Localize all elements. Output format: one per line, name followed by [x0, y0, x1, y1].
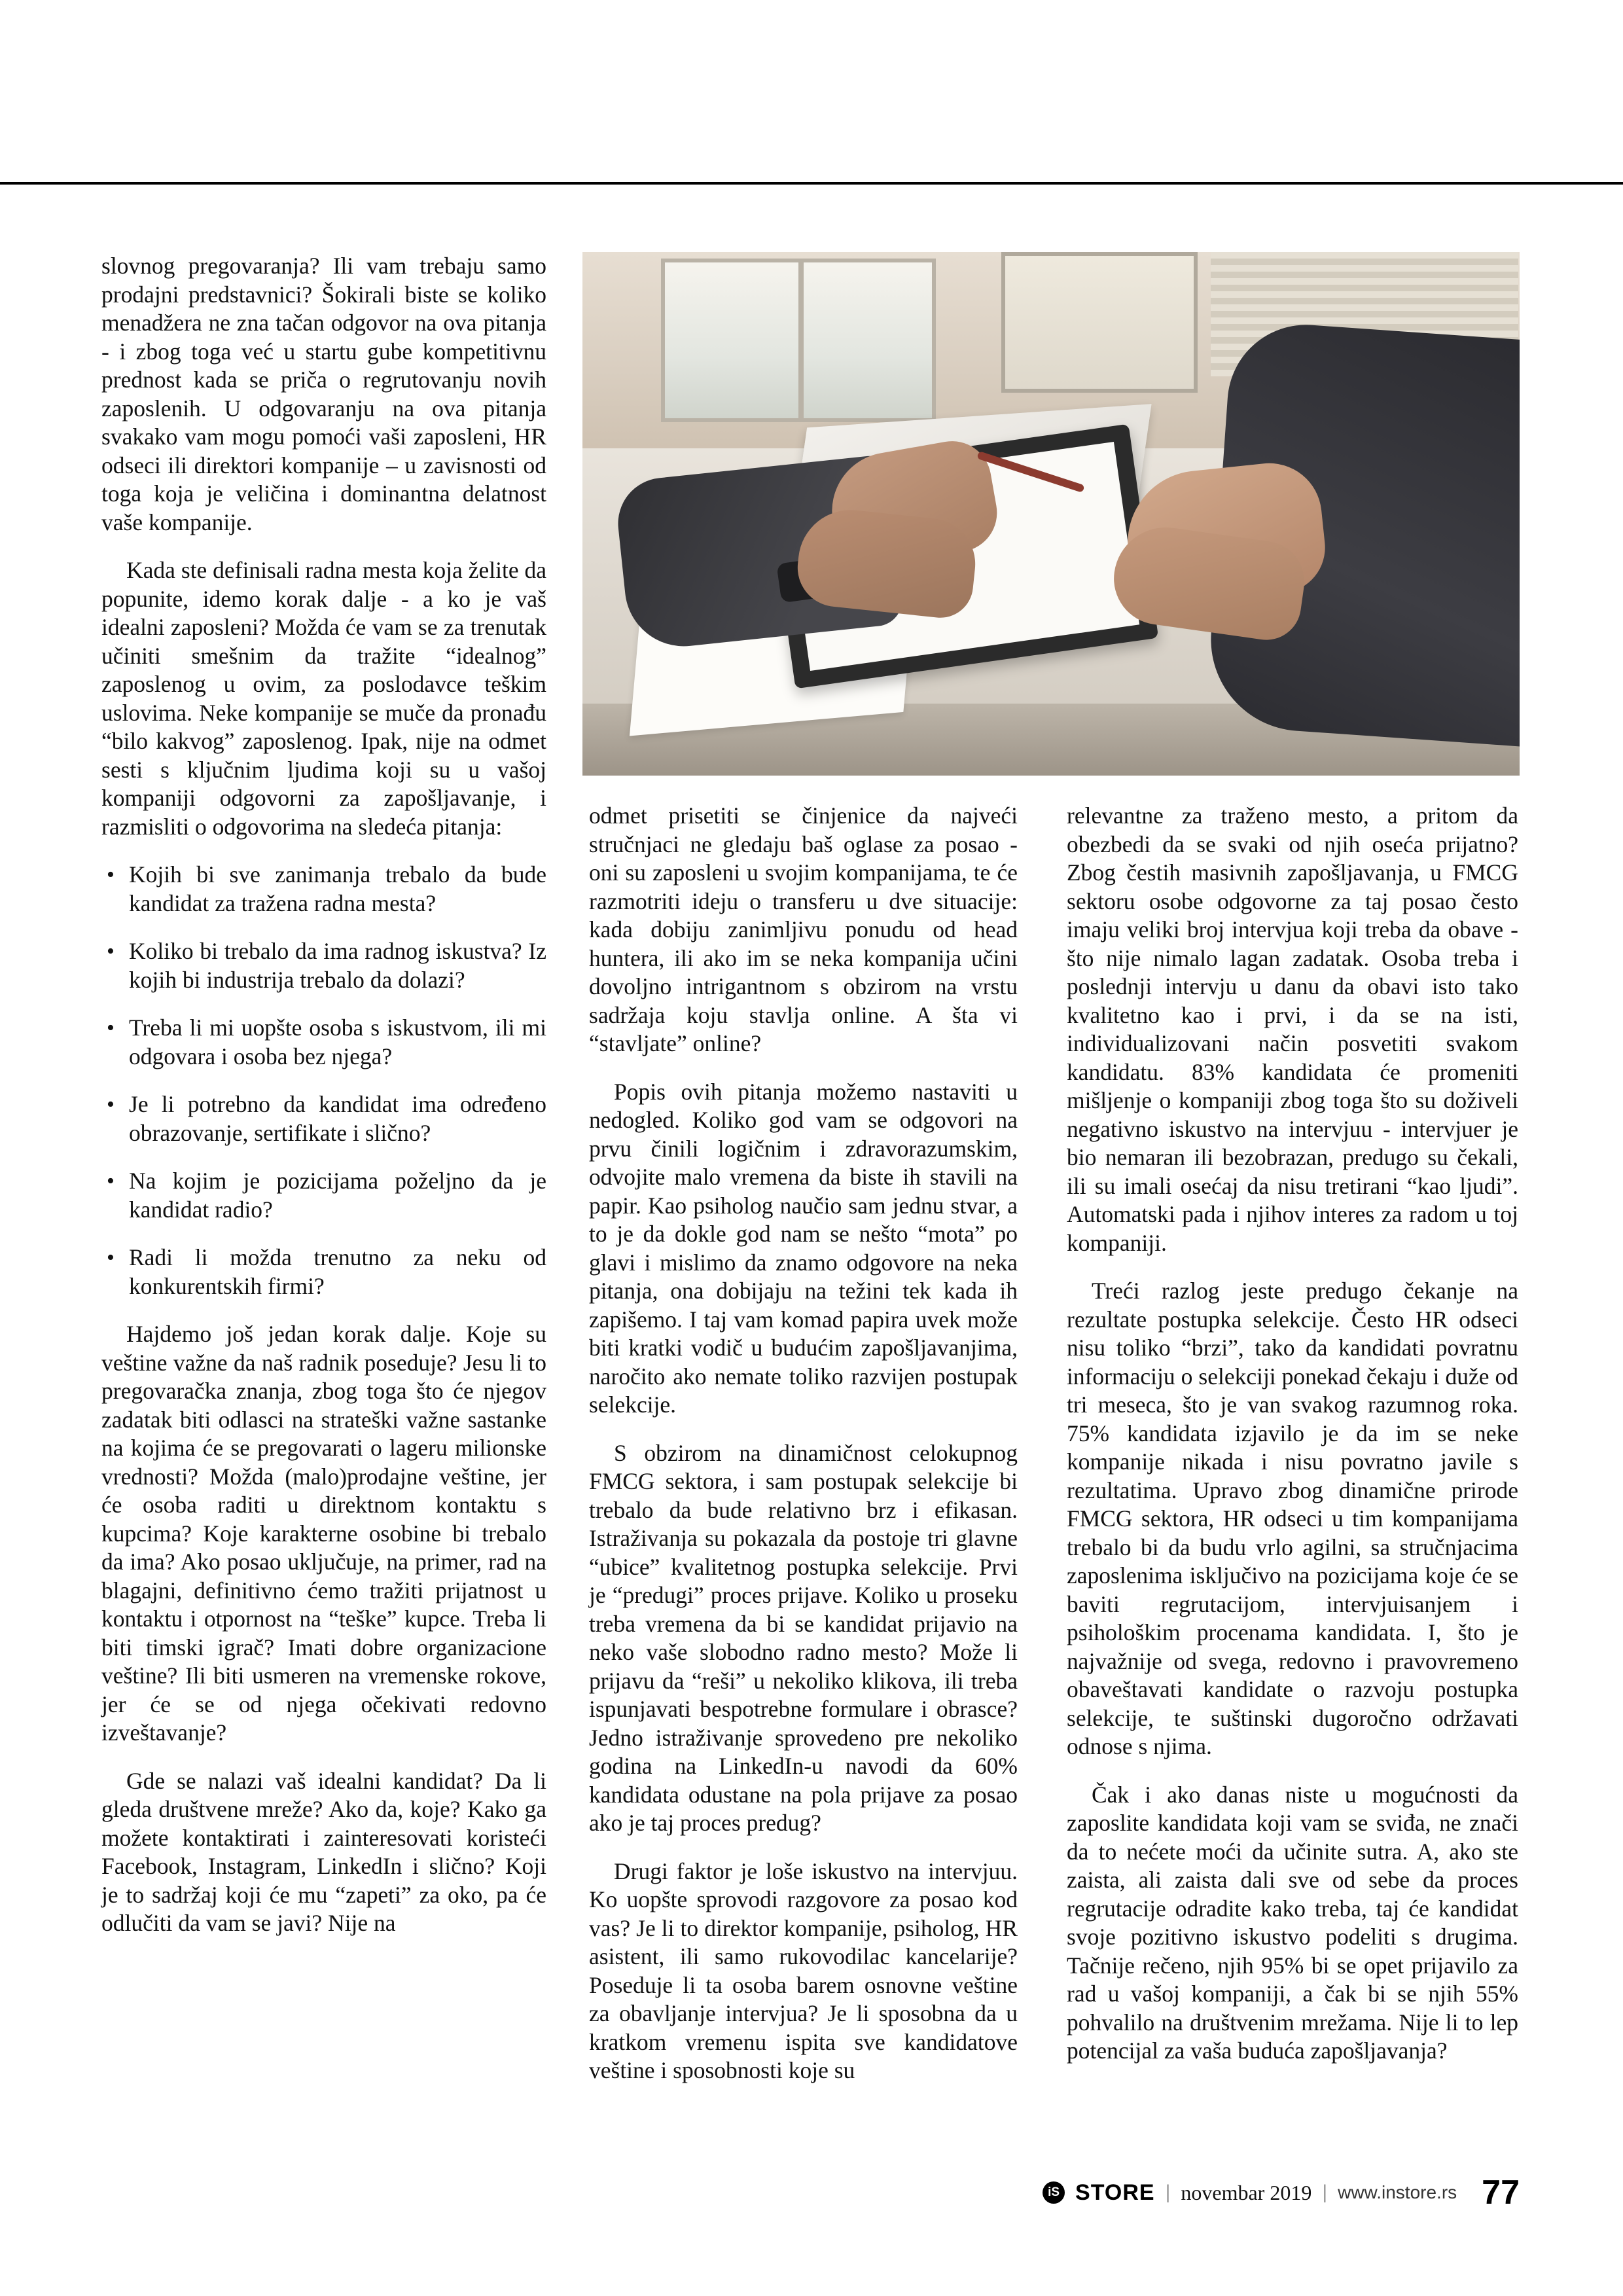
- page-number: 77: [1482, 2174, 1520, 2212]
- footer-content: [1043, 2173, 1520, 2212]
- footer-separator: |: [1165, 2181, 1171, 2203]
- list-item: • Na kojim je pozicijama poželjno da je kandidat radio?: [101, 1167, 546, 1224]
- photo-window-left: [661, 259, 936, 422]
- website-url: www.instore.rs: [1338, 2182, 1457, 2202]
- job-interview-photo: [582, 252, 1520, 776]
- paragraph: Popis ovih pitanja možemo nastaviti u nedogled. Koliko god vam se odgovori na prvu činili logičnim i zdravorazumskim, odvojite malo vremena da biste ih stavili na papir. Kao psiholog naučio sam jednu stvar, a to je da dokle god nam se nešto “mota” po glavi i mislimo da znamo odgovore na neka pitanja, ona dobijaju na težini tek kada ih zapišemo. I taj vam komad papira uvek može biti kratki vodič u budućim zapošljavanjima, naročito ako nemate toliko razvijen postupak selekcije.: [589, 1078, 1018, 1418]
- question-list: [101, 861, 546, 1300]
- paragraph: odmet prisetiti se činjenice da najveći stručnjaci ne gledaju baš oglase za posao - oni su zaposleni u svojim kompanijama, te će razmotriti ideju o transferu u dve situacije: kada dobiju zanimljivu ponudu od head huntera, ili ako im se neka kompanija učini dovoljno intrigantnom s obzirom na vrstu sadržaja koju stavlja online. A šta vi “stavljate” online?: [589, 802, 1018, 1056]
- instore-logo-icon: iS: [1043, 2181, 1065, 2204]
- article-column-left: [101, 252, 546, 1938]
- article-column-middle: [589, 802, 1018, 2085]
- magazine-logo-text: STORE: [1075, 2179, 1155, 2205]
- paragraph: Drugi faktor je loše iskustvo na intervjuu. Ko uopšte sprovodi razgovore za posao kod vas? Je li to direktor kompanije, psiholog, HR asistent, ili samo rukovodilac kancelarije? Poseduje li ta osoba barem osnovne veštine za obavljanje intervjua? Je li sposobna da u kratkom vremenu ispita sve kandidatove veštine i sposobnosti koje su: [589, 1857, 1018, 2083]
- list-item: • Kojih bi sve zanimanja trebalo da bude kandidat za tražena radna mesta?: [101, 861, 546, 918]
- photo-canvas: [582, 252, 1520, 776]
- paragraph: Treći razlog jeste predugo čekanje na rezultate postupka selekcije. Često HR odseci nisu toliko “brzi”, tako da kandidati povratnu informaciju o selekciji ponekad čekaju i duže od tri meseca, što je van svakog razumnog roka. 75% kandidata izjavilo je da im se neke kompanije nikada i nisu povratno javile s rezultatima. Upravo zbog dinamične prirode FMCG sektora, HR odseci u tim kompanijama trebalo bi da budu vrlo agilni, sa stručnjacima zaposlenima isključivo na pozicijama koje će se baviti regrutacijom, intervjuisanjem i psihološkim procenama kandidata. I, što je najvažnije od svega, redovno i pravovremeno obaveštavati kandidate o razvoju postupka selekcije, te suštinski dugoročno održavati odnose s njima.: [1067, 1278, 1518, 1759]
- list-item: • Je li potrebno da kandidat ima određeno obrazovanje, sertifikate i slično?: [101, 1090, 546, 1147]
- paragraph: slovnog pregovaranja? Ili vam trebaju samo prodajni predstavnici? Šokirali biste se koliko menadžera ne zna tačan odgovor na ova pitanja - i zbog toga već u startu gube kompetitivnu prednost kada se priča o regrutovanju novih zaposlenih. U odgovaranju na ova pitanja svakako vam mogu pomoći vaši zaposleni, HR odseci ili direktori kompanije – u zavisnosti od toga koja je veličina i dominantna delatnost vaše kompanije.: [101, 253, 546, 535]
- footer-separator-2: |: [1322, 2181, 1328, 2203]
- paragraph: Hajdemo još jedan korak dalje. Koje su veštine važne da naš radnik poseduje? Jesu li to pregovaračka znanja, zbog toga što će njegov zadatak biti odlasci na strateški važne sastanke na kojima će se pregovarati o lageru milionske vrednosti? Možda (malo)prodajne veštine, jer će osoba raditi u direktnom kontaktu s kupcima? Koje karakterne osobine bi trebalo da ima? Ako posao uključuje, na primer, rad na blagajni, definitivno ćemo tražiti prijatnost u kontaktu i otpornost na “teške” kupce. Treba li biti timski igrač? Imati dobre organizacione veštine? Ili biti usmeren na vremenske rokove, jer će se od njega očekivati redovno izveštavanje?: [101, 1321, 546, 1746]
- paragraph: Gde se nalazi vaš idealni kandidat? Da li gleda društvene mreže? Ako da, koje? Kako ga možete kontaktirati i zainteresovati koristeći Facebook, Instagram, LinkedIn i slično? Koji je to sadržaj koji će mu “zapeti” za oko, pa će odlučiti da vam se javi? Nije na: [101, 1767, 546, 1936]
- paragraph: relevantne za traženo mesto, a pritom da obezbedi da se svaki od njih oseća prijatno? Zbog čestih masivnih zapošljavanja, u FMCG sektoru osobe odgovorne za taj posao često imaju veliki broj intervjua koji treba da obave - što nije nimalo lagan zadatak. Osoba treba i poslednji intervju u danu da obavi isto tako kvalitetno kao i prvi, i da se na isti, individualizovani način posvetiti svakom kandidatu. 83% kandidata će promeniti mišljenje o kompaniji zbog toga što su doživeli negativno iskustvo na intervjuu - intervjuer je bio nemaran ili bezobrazan, predugo su čekali, ili su imali osećaj da nisu tretirani “kao ljudi”. Automatski pada i njihov interes za radom u toj kompaniji.: [1067, 802, 1518, 1256]
- paragraph: S obzirom na dinamičnost celokupnog FMCG sektora, i sam postupak selekcije bi trebalo da bude relativno brz i efikasan. Istraživanja su pokazala da postoje tri glavne “ubice” kvalitetnog postupka selekcije. Prvi je “predugi” proces prijave. Koliko u proseku treba vremena da bi se kandidat prijavio na neko vaše slobodno radno mesto? Može li prijavu da “reši” u nekoliko klikova, ili treba ispunjavati bespotrebne formulare i obrasce? Jedno istraživanje sprovedeno pre nekoliko godina na LinkedIn-u navodi da 60% kandidata odustane na pola prijave za posao ako je taj proces predug?: [589, 1439, 1018, 1836]
- issue-date: novembar 2019: [1181, 2180, 1312, 2204]
- list-item: • Koliko bi trebalo da ima radnog iskustva? Iz kojih bi industrija trebalo da dolazi?: [101, 937, 546, 994]
- paragraph: Kada ste definisali radna mesta koja želite da popunite, idemo korak dalje - a ko je vaš idealni zaposleni? Možda će vam se za trenutak učiniti smešnim da tražite “idealnog” zaposlenog u ovim, za poslodavce teškim uslovima. Neke kompanije se muče da pronađu “bilo kakvog” zaposlenog. Ipak, nije na odmet sesti s ključnim ljudima koji su u vašoj kompaniji odgovorni za zapošljavanje, i razmisliti o odgovorima na sledeća pitanja:: [101, 557, 546, 840]
- list-item: • Radi li možda trenutno za neku od konkurentskih firmi?: [101, 1244, 546, 1300]
- paragraph: Čak i ako danas niste u mogućnosti da zaposlite kandidata koji vam se sviđa, ne znači da to nećete moći da učinite sutra. A, ako ste zaista, ali zaista dali sve od sebe da proces regrutacije odradite kako treba, taj će kandidat svoje pozitivno iskustvo podeliti s drugima. Tačnije rečeno, njih 95% bi se opet prijavilo za rad u vašoj kompaniji, a čak bi se njih 55% pohvalilo na društvenim mrežama. Nije li to lep potencijal za vaša buduća zapošljavanja?: [1067, 1781, 1518, 2064]
- header-rule: [0, 182, 1623, 185]
- list-item: • Treba li mi uopšte osoba s iskustvom, ili mi odgovara i osoba bez njega?: [101, 1014, 546, 1071]
- page-footer: [0, 2173, 1623, 2219]
- article-column-right: [1067, 802, 1518, 2066]
- photo-window-right: [1001, 252, 1198, 393]
